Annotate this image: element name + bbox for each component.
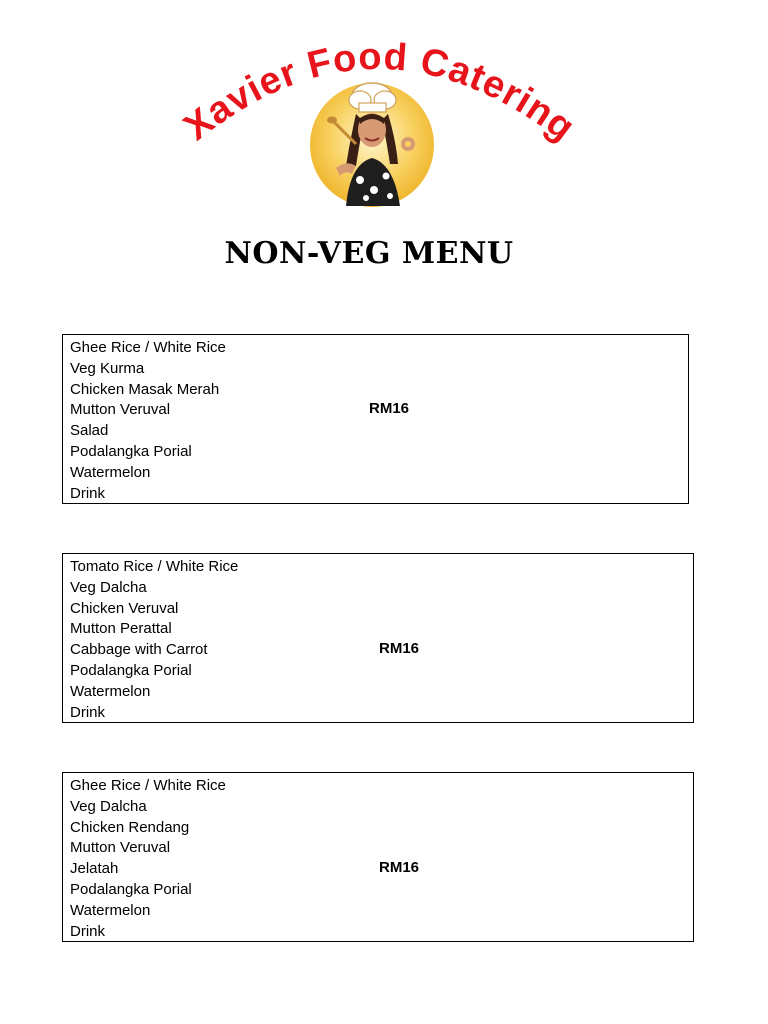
logo-graphic: [160, 40, 600, 220]
menu-price: RM16: [369, 400, 410, 417]
menu-item-list: [70, 338, 688, 504]
menu-item: Veg Dalcha: [70, 797, 147, 815]
menu-box-1: [62, 334, 689, 504]
menu-item: Veg Kurma: [70, 359, 145, 377]
menu-item: Tomato Rice / White Rice: [70, 558, 239, 575]
menu-item: Ghee Rice / White Rice: [70, 339, 226, 356]
menu-item: Chicken Veruval: [70, 599, 179, 617]
menu-item: Ghee Rice / White Rice: [70, 777, 226, 794]
menu-item: Podalangka Porial: [70, 661, 192, 679]
logo-text: Xavier Food Catering: [176, 40, 583, 150]
menu-item: Mutton Perattal: [70, 620, 172, 638]
menu-box-2: [62, 553, 694, 723]
menu-item: Drink: [70, 484, 106, 502]
menu-item: Chicken Rendang: [70, 818, 190, 836]
menu-item: Cabbage with Carrot: [70, 641, 208, 659]
logo: [160, 40, 600, 220]
menu-item: Mutton Veruval: [70, 401, 171, 419]
page-title: NON-VEG MENU: [224, 236, 514, 271]
menu-item: Drink: [70, 922, 106, 940]
menu-item: Watermelon: [70, 901, 151, 919]
menu-item: Drink: [70, 703, 106, 721]
menu-item: Podalangka Porial: [70, 442, 192, 460]
menu-price: RM16: [379, 640, 420, 657]
menu-price: RM16: [379, 859, 420, 876]
menu-item: Salad: [70, 422, 109, 440]
menu-item: Chicken Masak Merah: [70, 380, 220, 398]
menu-item: Veg Dalcha: [70, 578, 147, 596]
menu-item: Mutton Veruval: [70, 839, 171, 857]
menu-item: Podalangka Porial: [70, 880, 192, 898]
menu-box-3: [62, 772, 694, 942]
menu-item: Watermelon: [70, 463, 151, 481]
menu-item: Jelatah: [70, 860, 119, 878]
menu-item: Watermelon: [70, 682, 151, 700]
